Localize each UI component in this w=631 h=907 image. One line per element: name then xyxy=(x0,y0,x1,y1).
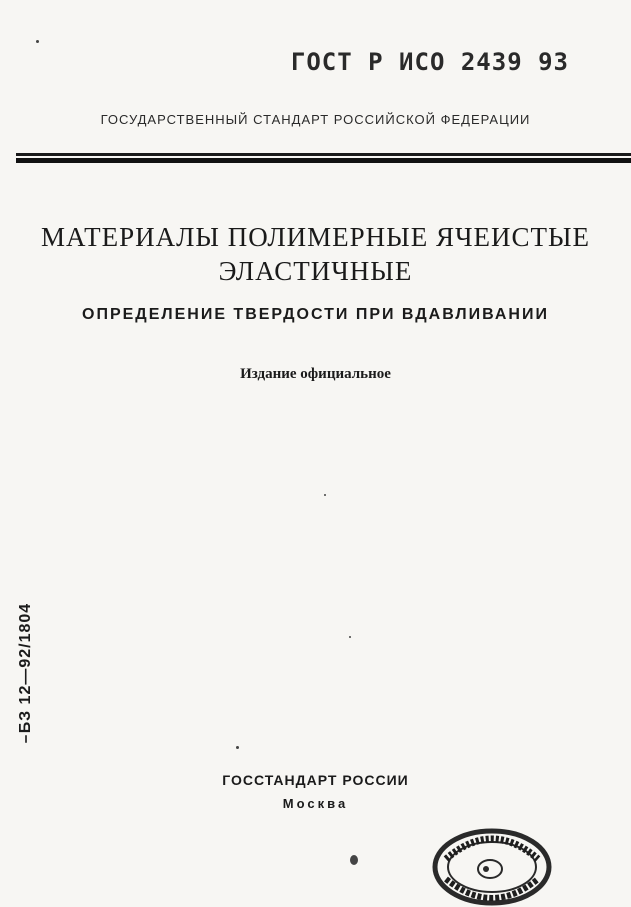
ink-speck xyxy=(350,855,358,865)
ink-speck xyxy=(36,40,39,43)
publisher-city: Москва xyxy=(282,796,349,811)
title-line-1: МАТЕРИАЛЫ ПОЛИМЕРНЫЕ ЯЧЕИСТЫЕ xyxy=(40,222,591,252)
header-rule-thick xyxy=(16,158,631,163)
publisher-name: ГОССТАНДАРТ РОССИИ xyxy=(222,772,409,788)
edition-note: Издание официальное xyxy=(240,366,391,382)
ink-speck xyxy=(236,746,239,749)
header-rule-thin xyxy=(16,153,631,156)
ink-speck xyxy=(324,494,326,496)
ink-speck xyxy=(349,636,351,638)
issuer-header: ГОСУДАРСТВЕННЫЙ СТАНДАРТ РОССИЙСКОЙ ФЕДЕРАЦИИ xyxy=(100,112,531,127)
library-stamp-icon xyxy=(432,825,552,907)
title-line-2: ЭЛАСТИЧНЫЕ xyxy=(218,256,413,286)
standard-number: ГОСТ Р ИСО 2439 93 xyxy=(290,48,569,76)
document-title xyxy=(0,220,631,288)
side-registration-code: БЗ 12—92/1804 xyxy=(17,602,34,734)
ink-speck xyxy=(25,735,27,743)
document-subtitle: ОПРЕДЕЛЕНИЕ ТВЕРДОСТИ ПРИ ВДАВЛИВАНИИ xyxy=(82,306,549,323)
